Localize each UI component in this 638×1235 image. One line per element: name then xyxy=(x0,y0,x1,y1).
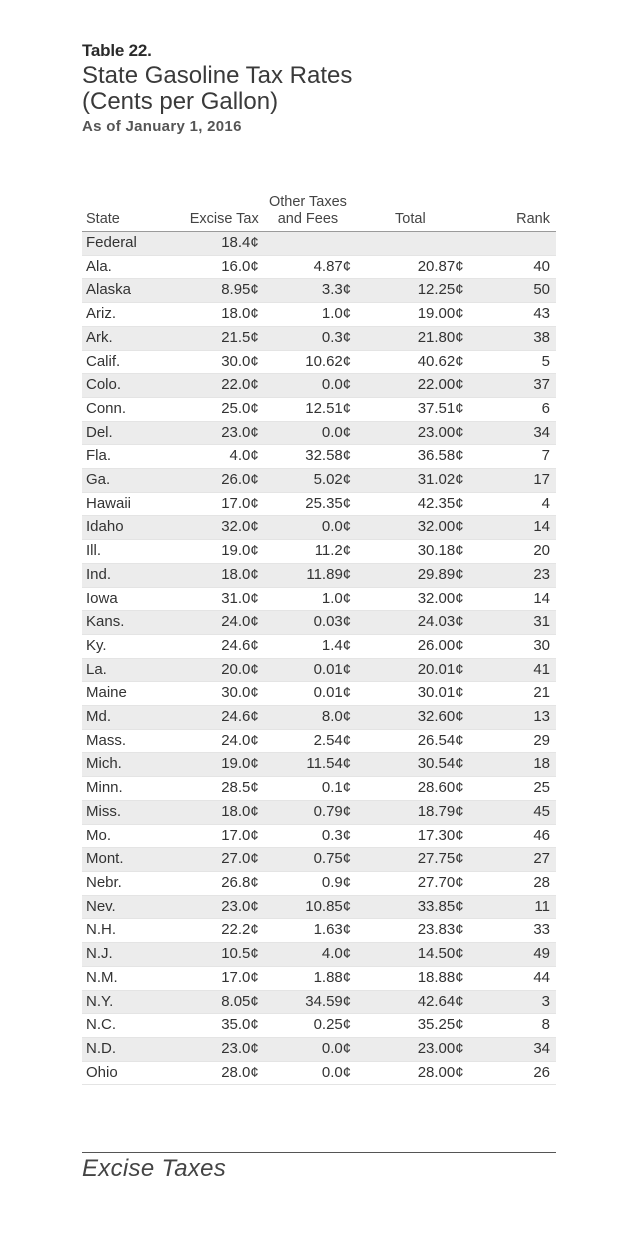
cell-other: 11.2¢ xyxy=(265,540,357,564)
cell-other: 0.1¢ xyxy=(265,777,357,801)
cell-total xyxy=(357,232,469,256)
cell-excise: 8.95¢ xyxy=(166,279,264,303)
cell-excise: 18.0¢ xyxy=(166,800,264,824)
cell-rank: 23 xyxy=(470,563,556,587)
cell-total: 19.00¢ xyxy=(357,303,469,327)
cell-state: Ohio xyxy=(82,1061,166,1085)
cell-total: 32.00¢ xyxy=(357,516,469,540)
cell-state: Mass. xyxy=(82,729,166,753)
column-header-other xyxy=(265,194,357,232)
cell-state: Hawaii xyxy=(82,492,166,516)
cell-other: 11.89¢ xyxy=(265,563,357,587)
cell-other: 1.0¢ xyxy=(265,303,357,327)
cell-excise: 28.0¢ xyxy=(166,1061,264,1085)
cell-excise: 19.0¢ xyxy=(166,753,264,777)
cell-state: N.C. xyxy=(82,1014,166,1038)
table-row xyxy=(82,326,556,350)
cell-state: Idaho xyxy=(82,516,166,540)
cell-other: 4.0¢ xyxy=(265,943,357,967)
cell-other: 1.4¢ xyxy=(265,634,357,658)
table-row xyxy=(82,374,556,398)
cell-total: 32.00¢ xyxy=(357,587,469,611)
table-row xyxy=(82,753,556,777)
cell-total: 22.00¢ xyxy=(357,374,469,398)
cell-excise: 24.6¢ xyxy=(166,706,264,730)
table-date: As of January 1, 2016 xyxy=(82,118,242,135)
cell-state: Minn. xyxy=(82,777,166,801)
cell-excise: 17.0¢ xyxy=(166,966,264,990)
table-row xyxy=(82,871,556,895)
cell-total: 23.83¢ xyxy=(357,919,469,943)
cell-other: 5.02¢ xyxy=(265,469,357,493)
cell-other: 4.87¢ xyxy=(265,255,357,279)
cell-other xyxy=(265,232,357,256)
table-body xyxy=(82,232,556,1085)
table-row xyxy=(82,587,556,611)
cell-total: 33.85¢ xyxy=(357,895,469,919)
cell-other: 0.0¢ xyxy=(265,1061,357,1085)
cell-rank: 25 xyxy=(470,777,556,801)
cell-other: 11.54¢ xyxy=(265,753,357,777)
table-row xyxy=(82,706,556,730)
table-title-line1: State Gasoline Tax Rates xyxy=(82,62,353,89)
cell-excise: 18.0¢ xyxy=(166,563,264,587)
cell-total: 42.64¢ xyxy=(357,990,469,1014)
cell-excise: 25.0¢ xyxy=(166,397,264,421)
cell-state: Ark. xyxy=(82,326,166,350)
cell-other: 0.9¢ xyxy=(265,871,357,895)
cell-rank: 33 xyxy=(470,919,556,943)
cell-total: 37.51¢ xyxy=(357,397,469,421)
cell-total: 28.00¢ xyxy=(357,1061,469,1085)
cell-state: N.H. xyxy=(82,919,166,943)
table-row xyxy=(82,990,556,1014)
cell-state: N.M. xyxy=(82,966,166,990)
footer-divider xyxy=(82,1152,556,1153)
cell-excise: 19.0¢ xyxy=(166,540,264,564)
cell-other: 32.58¢ xyxy=(265,445,357,469)
cell-total: 30.54¢ xyxy=(357,753,469,777)
cell-total: 20.87¢ xyxy=(357,255,469,279)
cell-state: Ill. xyxy=(82,540,166,564)
cell-other: 0.0¢ xyxy=(265,374,357,398)
cell-state: Fla. xyxy=(82,445,166,469)
table-row xyxy=(82,255,556,279)
cell-other: 0.0¢ xyxy=(265,516,357,540)
cell-rank: 26 xyxy=(470,1061,556,1085)
cell-other: 0.01¢ xyxy=(265,682,357,706)
cell-excise: 21.5¢ xyxy=(166,326,264,350)
cell-rank: 8 xyxy=(470,1014,556,1038)
cell-rank: 6 xyxy=(470,397,556,421)
cell-rank: 11 xyxy=(470,895,556,919)
table-row xyxy=(82,350,556,374)
cell-excise: 22.0¢ xyxy=(166,374,264,398)
table-row xyxy=(82,469,556,493)
cell-rank: 4 xyxy=(470,492,556,516)
table-row xyxy=(82,445,556,469)
cell-total: 23.00¢ xyxy=(357,1037,469,1061)
cell-excise: 23.0¢ xyxy=(166,421,264,445)
cell-other: 3.3¢ xyxy=(265,279,357,303)
table-row xyxy=(82,682,556,706)
table-row xyxy=(82,800,556,824)
cell-rank: 28 xyxy=(470,871,556,895)
cell-rank: 31 xyxy=(470,611,556,635)
cell-state: Ala. xyxy=(82,255,166,279)
column-header-rank: Rank xyxy=(470,194,556,232)
cell-rank: 34 xyxy=(470,421,556,445)
cell-other: 1.63¢ xyxy=(265,919,357,943)
cell-excise: 17.0¢ xyxy=(166,824,264,848)
cell-total: 30.18¢ xyxy=(357,540,469,564)
cell-other: 0.25¢ xyxy=(265,1014,357,1038)
table-row xyxy=(82,279,556,303)
cell-excise: 26.0¢ xyxy=(166,469,264,493)
cell-excise: 24.6¢ xyxy=(166,634,264,658)
cell-other: 0.3¢ xyxy=(265,326,357,350)
cell-total: 17.30¢ xyxy=(357,824,469,848)
table-number: Table 22. xyxy=(82,41,152,60)
cell-rank: 41 xyxy=(470,658,556,682)
cell-state: N.J. xyxy=(82,943,166,967)
cell-rank: 44 xyxy=(470,966,556,990)
cell-other: 1.0¢ xyxy=(265,587,357,611)
cell-total: 28.60¢ xyxy=(357,777,469,801)
table-header xyxy=(82,40,562,137)
cell-excise: 8.05¢ xyxy=(166,990,264,1014)
cell-excise: 18.0¢ xyxy=(166,303,264,327)
cell-state: Calif. xyxy=(82,350,166,374)
cell-other: 2.54¢ xyxy=(265,729,357,753)
column-header-total: Total xyxy=(357,194,469,232)
cell-total: 21.80¢ xyxy=(357,326,469,350)
cell-total: 40.62¢ xyxy=(357,350,469,374)
cell-other: 10.85¢ xyxy=(265,895,357,919)
table-row xyxy=(82,848,556,872)
cell-excise: 24.0¢ xyxy=(166,729,264,753)
cell-state: Nev. xyxy=(82,895,166,919)
cell-excise: 30.0¢ xyxy=(166,350,264,374)
cell-state: Colo. xyxy=(82,374,166,398)
cell-rank: 13 xyxy=(470,706,556,730)
cell-state: Ky. xyxy=(82,634,166,658)
cell-rank: 49 xyxy=(470,943,556,967)
cell-other: 12.51¢ xyxy=(265,397,357,421)
table-row xyxy=(82,1014,556,1038)
table-row xyxy=(82,540,556,564)
cell-state: Conn. xyxy=(82,397,166,421)
column-header-excise: Excise Tax xyxy=(166,194,264,232)
cell-excise: 10.5¢ xyxy=(166,943,264,967)
table-title-line2: (Cents per Gallon) xyxy=(82,88,279,115)
cell-excise: 32.0¢ xyxy=(166,516,264,540)
cell-rank: 40 xyxy=(470,255,556,279)
cell-state: Mich. xyxy=(82,753,166,777)
cell-excise: 17.0¢ xyxy=(166,492,264,516)
cell-rank: 14 xyxy=(470,587,556,611)
cell-state: Maine xyxy=(82,682,166,706)
table-row xyxy=(82,824,556,848)
cell-excise: 18.4¢ xyxy=(166,232,264,256)
cell-state: Nebr. xyxy=(82,871,166,895)
cell-excise: 22.2¢ xyxy=(166,919,264,943)
cell-excise: 4.0¢ xyxy=(166,445,264,469)
cell-rank: 27 xyxy=(470,848,556,872)
cell-rank: 18 xyxy=(470,753,556,777)
cell-state: Kans. xyxy=(82,611,166,635)
cell-total: 14.50¢ xyxy=(357,943,469,967)
cell-excise: 28.5¢ xyxy=(166,777,264,801)
cell-total: 18.88¢ xyxy=(357,966,469,990)
footer-section-title: Excise Taxes xyxy=(82,1155,227,1182)
table-row xyxy=(82,919,556,943)
cell-state: Ariz. xyxy=(82,303,166,327)
cell-rank: 20 xyxy=(470,540,556,564)
cell-excise: 26.8¢ xyxy=(166,871,264,895)
cell-state: Ind. xyxy=(82,563,166,587)
table-row xyxy=(82,397,556,421)
table-row xyxy=(82,658,556,682)
cell-excise: 24.0¢ xyxy=(166,611,264,635)
cell-other: 0.0¢ xyxy=(265,1037,357,1061)
cell-excise: 23.0¢ xyxy=(166,895,264,919)
cell-rank: 21 xyxy=(470,682,556,706)
table-row xyxy=(82,303,556,327)
cell-other: 10.62¢ xyxy=(265,350,357,374)
gas-tax-table xyxy=(82,194,556,1085)
cell-other: 0.0¢ xyxy=(265,421,357,445)
table-row xyxy=(82,421,556,445)
cell-rank: 38 xyxy=(470,326,556,350)
cell-other: 25.35¢ xyxy=(265,492,357,516)
cell-excise: 16.0¢ xyxy=(166,255,264,279)
cell-rank: 14 xyxy=(470,516,556,540)
cell-total: 18.79¢ xyxy=(357,800,469,824)
cell-total: 20.01¢ xyxy=(357,658,469,682)
cell-rank: 37 xyxy=(470,374,556,398)
table-row xyxy=(82,516,556,540)
cell-excise: 35.0¢ xyxy=(166,1014,264,1038)
cell-rank: 43 xyxy=(470,303,556,327)
cell-state: Alaska xyxy=(82,279,166,303)
cell-total: 23.00¢ xyxy=(357,421,469,445)
table-row xyxy=(82,634,556,658)
cell-excise: 20.0¢ xyxy=(166,658,264,682)
cell-state: Md. xyxy=(82,706,166,730)
cell-rank: 46 xyxy=(470,824,556,848)
cell-total: 26.00¢ xyxy=(357,634,469,658)
table-row xyxy=(82,611,556,635)
cell-rank: 29 xyxy=(470,729,556,753)
cell-rank: 7 xyxy=(470,445,556,469)
table-row xyxy=(82,895,556,919)
cell-state: Miss. xyxy=(82,800,166,824)
cell-total: 27.75¢ xyxy=(357,848,469,872)
cell-excise: 31.0¢ xyxy=(166,587,264,611)
cell-total: 30.01¢ xyxy=(357,682,469,706)
cell-state: Mont. xyxy=(82,848,166,872)
cell-total: 26.54¢ xyxy=(357,729,469,753)
cell-state: Federal xyxy=(82,232,166,256)
table-row xyxy=(82,729,556,753)
cell-other: 34.59¢ xyxy=(265,990,357,1014)
cell-total: 32.60¢ xyxy=(357,706,469,730)
table-row xyxy=(82,563,556,587)
cell-state: N.Y. xyxy=(82,990,166,1014)
column-header-state: State xyxy=(82,194,166,232)
table-row xyxy=(82,492,556,516)
column-header-other-line1: Other Taxes xyxy=(268,194,347,210)
cell-rank: 50 xyxy=(470,279,556,303)
cell-total: 35.25¢ xyxy=(357,1014,469,1038)
cell-excise: 30.0¢ xyxy=(166,682,264,706)
cell-rank: 17 xyxy=(470,469,556,493)
cell-state: Del. xyxy=(82,421,166,445)
cell-excise: 23.0¢ xyxy=(166,1037,264,1061)
cell-state: Iowa xyxy=(82,587,166,611)
table-row xyxy=(82,943,556,967)
cell-excise: 27.0¢ xyxy=(166,848,264,872)
cell-rank: 30 xyxy=(470,634,556,658)
cell-total: 36.58¢ xyxy=(357,445,469,469)
cell-total: 31.02¢ xyxy=(357,469,469,493)
cell-state: La. xyxy=(82,658,166,682)
table-row xyxy=(82,1061,556,1085)
cell-other: 8.0¢ xyxy=(265,706,357,730)
table-header-row xyxy=(82,194,556,232)
cell-other: 0.75¢ xyxy=(265,848,357,872)
cell-rank: 34 xyxy=(470,1037,556,1061)
cell-state: Mo. xyxy=(82,824,166,848)
table-row xyxy=(82,232,556,256)
cell-total: 12.25¢ xyxy=(357,279,469,303)
cell-state: N.D. xyxy=(82,1037,166,1061)
cell-rank xyxy=(470,232,556,256)
column-header-other-line2: and Fees xyxy=(277,211,339,227)
table-row xyxy=(82,966,556,990)
cell-total: 27.70¢ xyxy=(357,871,469,895)
cell-other: 0.79¢ xyxy=(265,800,357,824)
cell-other: 1.88¢ xyxy=(265,966,357,990)
cell-state: Ga. xyxy=(82,469,166,493)
cell-other: 0.01¢ xyxy=(265,658,357,682)
cell-total: 29.89¢ xyxy=(357,563,469,587)
cell-total: 24.03¢ xyxy=(357,611,469,635)
cell-rank: 3 xyxy=(470,990,556,1014)
cell-total: 42.35¢ xyxy=(357,492,469,516)
table-title xyxy=(82,63,562,115)
cell-rank: 5 xyxy=(470,350,556,374)
table-row xyxy=(82,777,556,801)
cell-other: 0.3¢ xyxy=(265,824,357,848)
table-row xyxy=(82,1037,556,1061)
cell-other: 0.03¢ xyxy=(265,611,357,635)
cell-rank: 45 xyxy=(470,800,556,824)
